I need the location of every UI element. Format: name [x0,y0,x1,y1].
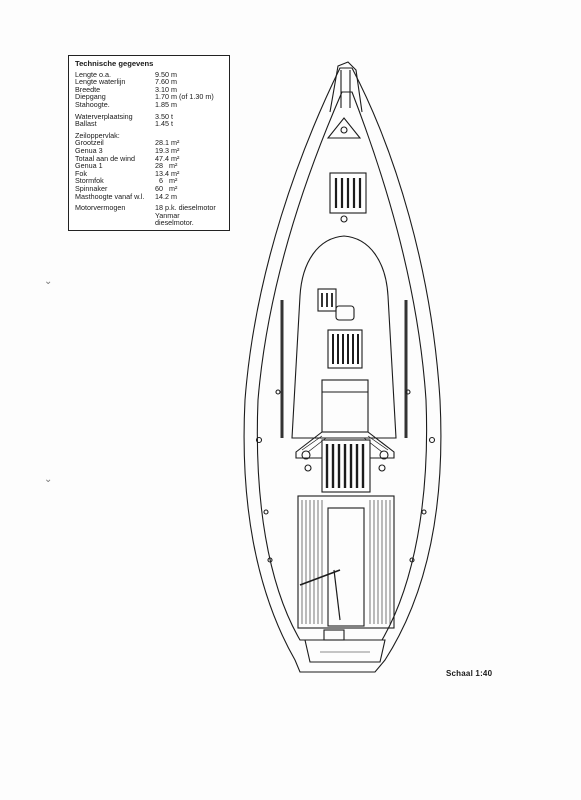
spec-value: 1.85 m [155,99,177,109]
spec-value: 1.70 m (of 1.30 m) [155,92,214,102]
hull-outline [244,68,441,672]
spec-value: 6 m² [155,176,178,186]
spec-value: 7.60 m [155,77,177,87]
transom [305,640,385,662]
spec-label: Lengte waterlijn [75,77,126,87]
spec-label: Grootzeil [75,138,104,148]
spec-value: 3.50 t [155,111,173,121]
engine-line: Yanmar [155,210,180,220]
spec-value: 9.50 m [155,69,177,79]
engine-line: dieselmotor. [155,218,194,228]
margin-mark: ⌄ [44,474,53,485]
spec-value: 47.4 m² [155,153,180,163]
anchor-locker [328,118,360,138]
companionway [322,380,368,432]
cockpit-well [328,508,364,626]
spec-label: Stormfok [75,176,104,186]
spec-value: 3.10 m [155,84,177,94]
cockpit [298,496,394,628]
specs-title: Technische gegevens [75,59,154,68]
spec-value: 19.3 m² [155,145,180,155]
spec-label: Waterverplaatsing [75,111,133,121]
scale-label: Schaal 1:40 [446,669,493,678]
spec-label: Lengte o.a. [75,69,111,79]
spec-label: Genua 1 [75,161,103,171]
sail-area-header: Zeiloppervlak: [75,130,120,140]
engine-line: 18 p.k. dieselmotor [155,203,216,213]
spec-value: 28 m² [155,161,178,171]
spec-label: Breedte [75,84,101,94]
spec-label: Fok [75,168,87,178]
spec-label: Masthoogte vanaf w.l. [75,191,145,201]
spec-value: 28.1 m² [155,138,180,148]
spec-value: 60 m² [155,183,178,193]
spec-label: Spinnaker [75,183,108,193]
spec-label: Totaal aan de wind [75,153,135,163]
spec-label: Genua 3 [75,145,103,155]
spec-label: Diepgang [75,92,106,102]
spec-value: 14.2 m [155,191,177,201]
winch [379,465,385,471]
spec-label: Stahoogte. [75,99,110,109]
spec-value: 13.4 m² [155,168,180,178]
spec-value: 1.45 t [155,119,173,129]
winch [305,465,311,471]
margin-mark: ⌄ [44,276,53,287]
spec-label: Ballast [75,119,97,129]
spec-label: Motorvermogen [75,203,126,213]
mast-step [336,306,354,320]
